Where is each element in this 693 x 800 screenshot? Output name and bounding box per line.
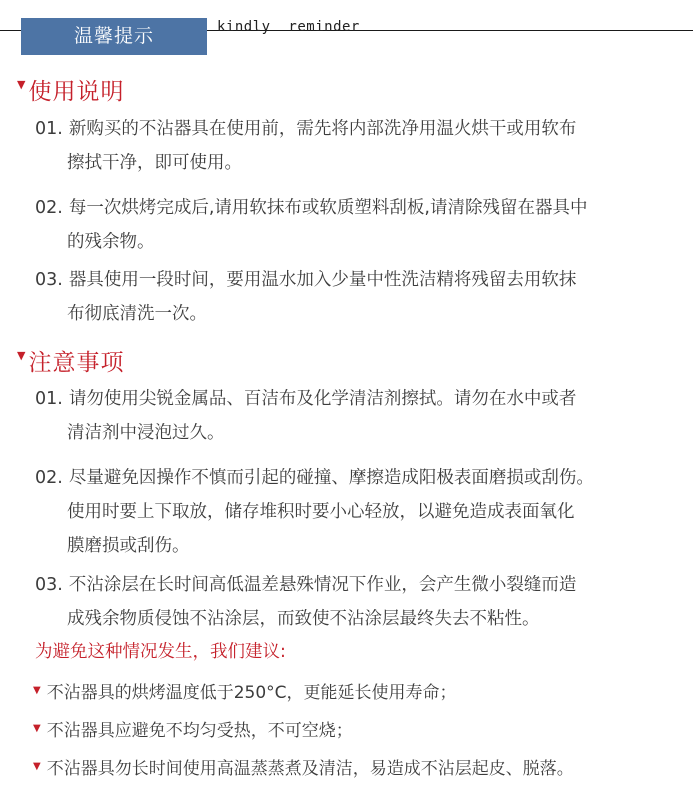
notes-item-1: 01. 请勿使用尖锐金属品、百洁布及化学清洁剂擦拭。请勿在水中或者 [35, 389, 577, 409]
notes-item-1-cont: 清洁剂中浸泡过久。 [67, 423, 225, 443]
notes-item-3: 03. 不沾涂层在长时间高低温差悬殊情况下作业，会产生微小裂缝而造 [35, 575, 577, 595]
triangle-bullet-icon: ▼ [33, 684, 41, 696]
triangle-marker-icon: ▼ [17, 78, 27, 91]
usage-item-3: 03. 器具使用一段时间，要用温水加入少量中性洗洁精将残留去用软抹 [35, 270, 577, 290]
advice-bullet: ▼ 不沾器具的烘烤温度低于250°C，更能延长使用寿命； [33, 683, 457, 703]
notes-item-2-cont: 膜磨损或刮伤。 [67, 536, 190, 556]
usage-section-title: ▼使用说明 [17, 78, 125, 105]
header-subtitle: kindly reminder [217, 19, 360, 35]
usage-item-1: 01. 新购买的不沾器具在使用前，需先将内部洗净用温火烘干或用软布 [35, 119, 577, 139]
triangle-bullet-icon: ▼ [33, 722, 41, 734]
header-title: 温馨提示 [73, 25, 154, 47]
notes-item-2-cont: 使用时要上下取放，储存堆积时要小心轻放，以避免造成表面氧化 [67, 502, 575, 522]
advice-bullet: ▼ 不沾器具勿长时间使用高温蒸蒸煮及清洁，易造成不沾层起皮、脱落。 [33, 759, 574, 779]
triangle-bullet-icon: ▼ [33, 760, 41, 772]
header-title-box [21, 18, 207, 55]
triangle-marker-icon: ▼ [17, 349, 27, 362]
usage-item-1-cont: 擦拭干净，即可使用。 [67, 153, 242, 173]
advice-heading: 为避免这种情况发生，我们建议: [35, 642, 286, 662]
notes-section-title: ▼注意事项 [17, 349, 125, 376]
usage-item-2-cont: 的残余物。 [67, 232, 155, 252]
advice-bullet: ▼ 不沾器具应避免不均匀受热，不可空烧； [33, 721, 353, 741]
notes-item-3-cont: 成残余物质侵蚀不沾涂层，而致使不沾涂层最终失去不粘性。 [67, 609, 540, 629]
usage-item-3-cont: 布彻底清洗一次。 [67, 304, 207, 324]
notes-item-2: 02. 尽量避免因操作不慎而引起的碰撞、摩擦造成阳极表面磨损或刮伤。 [35, 468, 594, 488]
usage-item-2: 02. 每一次烘烤完成后,请用软抹布或软质塑料刮板,请清除残留在器具中 [35, 198, 588, 218]
